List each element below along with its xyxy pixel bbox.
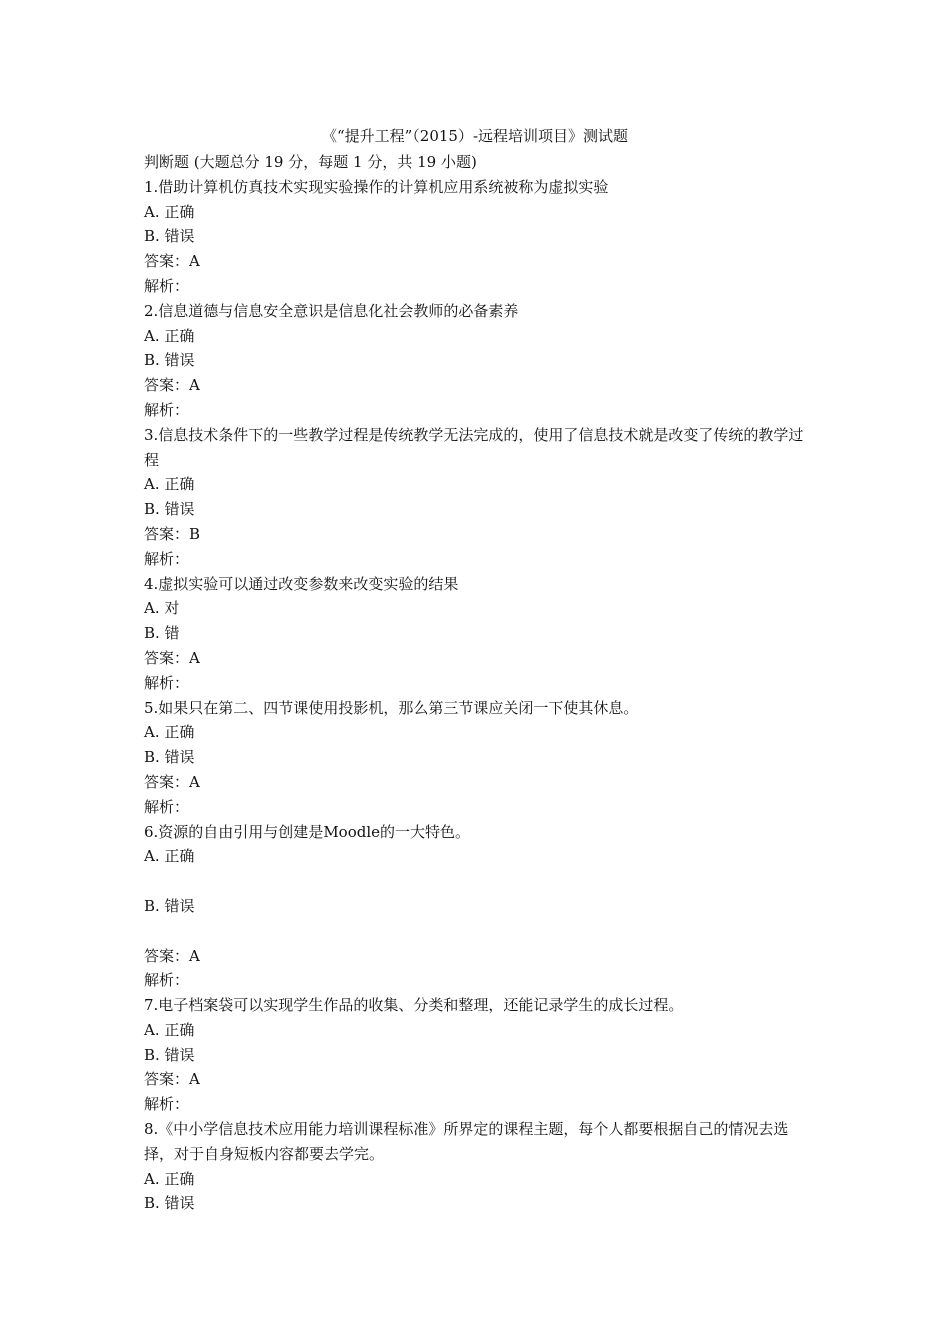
question-5-answer: 答案：A xyxy=(144,772,200,791)
question-4-stem: 4.虚拟实验可以通过改变参数来改变实验的结果 xyxy=(144,574,459,593)
question-7-analysis: 解析： xyxy=(144,1095,190,1114)
question-3-option-a: A. 正确 xyxy=(144,475,195,494)
question-5-stem: 5.如果只在第二、四节课使用投影机，那么第三节课应关闭一下使其休息。 xyxy=(144,698,639,717)
question-3-analysis: 解析： xyxy=(144,549,190,568)
question-7-stem: 7.电子档案袋可以实现学生作品的收集、分类和整理，还能记录学生的成长过程。 xyxy=(144,996,684,1015)
question-6-analysis: 解析： xyxy=(144,971,190,990)
question-8-stem: 8.《中小学信息技术应用能力培训课程标准》所界定的课程主题，每个人都要根据自己的情况去选择，对于自身短板内容都要去学完。 xyxy=(144,1120,789,1163)
question-3-stem: 3.信息技术条件下的一些教学过程是传统教学无法完成的，使用了信息技术就是改变了传统的教学过程 xyxy=(144,425,804,469)
question-1-answer: 答案：A xyxy=(144,252,200,271)
question-2-option-b: B. 错误 xyxy=(144,351,195,370)
question-4-analysis: 解析： xyxy=(144,673,190,692)
question-1-option-b: B. 错误 xyxy=(144,227,195,246)
question-2-stem: 2.信息道德与信息安全意识是信息化社会教师的必备素养 xyxy=(144,301,519,320)
question-5-option-b: B. 错误 xyxy=(144,748,195,767)
question-8-option-b: B. 错误 xyxy=(144,1194,195,1213)
question-4-option-a: A. 对 xyxy=(144,599,180,618)
question-6-stem: 6.资源的自由引用与创建是Moodle的一大特色。 xyxy=(144,822,471,841)
blank-line xyxy=(144,919,814,944)
section-header: 判断题 (大题总分 19 分，每题 1 分，共 19 小题) xyxy=(144,153,477,171)
question-7-option-b: B. 错误 xyxy=(144,1045,195,1064)
question-3-option-b: B. 错误 xyxy=(144,500,195,519)
question-1-stem: 1.借助计算机仿真技术实现实验操作的计算机应用系统被称为虚拟实验 xyxy=(144,177,609,196)
question-5-analysis: 解析： xyxy=(144,797,190,816)
question-2-option-a: A. 正确 xyxy=(144,326,195,345)
question-6-option-a: A. 正确 xyxy=(144,847,195,866)
question-8-option-a: A. 正确 xyxy=(144,1169,195,1188)
question-2-answer: 答案：A xyxy=(144,376,200,395)
question-1-option-a: A. 正确 xyxy=(144,202,195,221)
blank-line xyxy=(144,869,814,894)
question-4-option-b: B. 错 xyxy=(144,624,180,643)
question-1-analysis: 解析： xyxy=(144,276,190,295)
question-5-option-a: A. 正确 xyxy=(144,723,195,742)
question-2-analysis: 解析： xyxy=(144,400,190,419)
document-title: 《“提升工程”（2015）-远程培训项目》测试题 xyxy=(321,127,629,145)
document-body xyxy=(144,150,814,1216)
question-7-option-a: A. 正确 xyxy=(144,1020,195,1039)
question-4-answer: 答案：A xyxy=(144,648,200,667)
question-7-answer: 答案：A xyxy=(144,1070,200,1089)
question-6-option-b: B. 错误 xyxy=(144,896,195,915)
question-3-answer: 答案：B xyxy=(144,524,201,543)
question-6-answer: 答案：A xyxy=(144,946,200,965)
